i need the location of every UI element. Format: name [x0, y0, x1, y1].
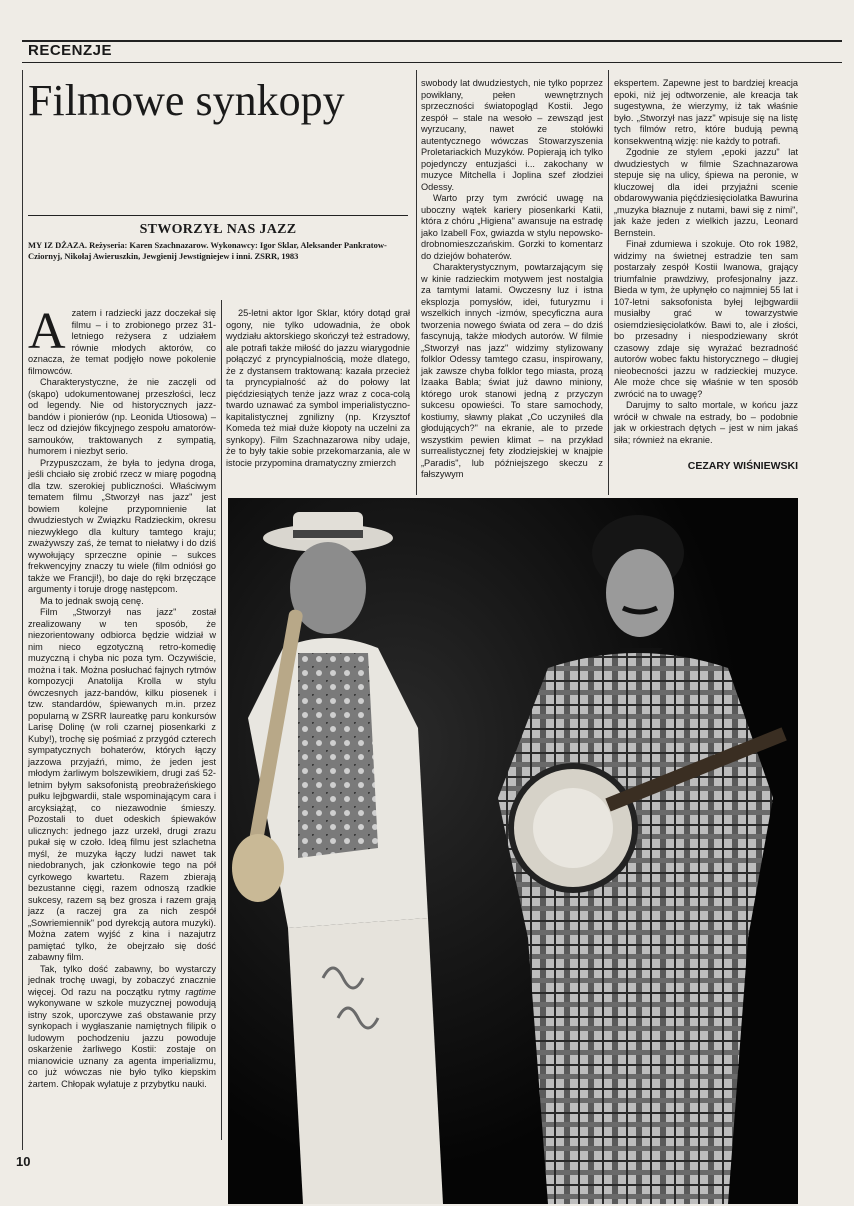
title-rule — [28, 215, 408, 216]
section-label: RECENZJE — [28, 42, 113, 59]
paragraph: Warto przy tym zwrócić uwagę na uboczny wątek kariery piosenkarki Katii, która z chóru „Higiena" awansuje na estradę jako Izabell Fox, gwiazda w stylu nepowsko-drobnomieszczańskim. Gorzki to komentarz do dziejów bohaterów. — [421, 193, 603, 261]
page-number: 10 — [16, 1154, 31, 1169]
film-credits: MY IZ DŻAZA. Reżyseria: Karen Szachnazarow. Wykonawcy: Igor Sklar, Aleksander Pankratow-Cziornyj, Nikołaj Awieruszkin, Jewgienij Jewstigniejew i inni. ZSRR, 1983 — [28, 240, 387, 261]
drop-cap: A — [28, 303, 66, 360]
paragraph: Ma to jednak swoją cenę. — [40, 595, 144, 606]
top-rule — [22, 40, 842, 42]
author-signature: CEZARY WIŚNIEWSKI — [687, 460, 798, 472]
paragraph: 25-letni aktor Igor Sklar, który dotąd grał ogony, nie tylko udowadnia, że obok wydziału aktorskiego skończył też estradowy, ale potrafi także miłość do jazzu wiarygodnie połączyć z pryncypialnością, może dlatego, że z dystansem traktowaną: kazała przecież ta pryncypialność aż do połowy lat pięćdziesiątych tenże jazz wraz z coca-colą twardo uznawać za symbol imperialistyczno-kapitalistycznej zgnilizny (np. Krzysztof Komeda też miał duże kłopoty na uczelni za synkopy). Film Szachnazarowa niby udaje, że to były takie sobie przekomarzania, ale w istocie przypomina dramatyczny zmierzch — [226, 308, 410, 468]
paragraph: Film „Stworzył nas jazz" został zrealizowany w ten sposób, że niezorientowany odbiorca będzie widział w nim nieco egzotyczną retro-komedię muzyczną i chyba nic poza tym. Oczywiście, można i tak. Można posłuchać fajnych rytmów kompozycji Anatolija Krolla w stylu ówczesnych jazz-bandów, kilku piosenek i tzw. standardów, śpiewanych m.in. przez popularną w ZSRR laureatkę paru konkursów Larisę Dolinę (w roli czarnej piosenkarki z Kuby!), trochę się pośmiać z przygód czterech sympatycznych bohaterów, których łączy jazzowa przyjaźń, mimo, że jeden jest młodym żarliwym bolszewikiem, drugi zaś 52-letnim byłym saksofonistą preobrażeńskiego pułku lejbgwardii, stale wspominającym cara i arcyksiążąt, co niezawodnie śmieszy. Pozostali to duet odeskich śpiewaków ulicznych: jednego jazz urzekł, drugi zrazu pukał się w czoło. Ideą filmu jest szlachetna myśl, że muzyka łączy ludzi nawet tak niedobranych, jak członkowie tego na pół cyrkowego kwartetu. Razem zbierają bezustanne cięgi, razem odnoszą rzadkie sukcesy, razem są bez grosza i razem grają jazz (a raczej gra za nich zespół „Sowriemiennik" pod dyrekcją autora muzyki). Można zatem wyjść z kina i nazajutrz pamiętać tylko, że obejrzało się dość zabawny film. — [28, 607, 216, 962]
column-divider — [22, 70, 23, 1150]
text-column-4 — [614, 78, 798, 446]
article-subtitle: STWORZYŁ NAS JAZZ — [139, 222, 297, 237]
article-title: Filmowe synkopy — [28, 76, 345, 125]
column-divider — [416, 70, 417, 495]
paragraph: swobody lat dwudziestych, nie tylko poprzez powikłany, pełen wewnętrznych sprzeczności światopogląd Kostii. Jego zespół – stale na wesoło – zewsząd jest wyrzucany, nawet ze stołówki autentycznego wówczas Stowarzyszenia Proletariackich Muzyków. Popierają ich tylko pojedynczy entuzjaści i... zakochany w muzyce Mitchella i Joplina szef złodziei Odessy. — [421, 78, 603, 192]
paragraph: Tak, tylko dość zabawny, bo wystarczy jednak trochę uwagi, by zobaczyć znacznie więcej. Od razu na początku rytmy ragtime wykonywane w szkole muzycznej powodują istny szok, uporczywe zaś obstawanie przy synkopach i wygłaszanie namiętnych filipik o ludowym pochodzeniu jazzu powoduje oskarżenie żarliwego Kostii: zostaje on mianowicie uznany za agenta imperializmu, co już wówczas nie było tylko kiepskim żartem. Chłopak wylatuje z przybytku nauki. — [28, 963, 216, 1089]
paragraph: Przypuszczam, że była to jedyna droga, jeśli chciało się zrobić rzecz w miarę pogodną dla tzw. szerokiej publiczności. Właściwym tematem filmu „Stworzył nas jazz" jest bowiem kolejne przypomnienie lat dwudziestych w Związku Radzieckim, okresu niezwykłego dla kultury tamtego kraju; zważywszy zaś, że temat to niełatwy i do dziś wywołujący sprzeczne opinie – sukces frekwencyjny znaczy tu wiele (film odniósł go także we Francji!), bo daje do ręki brzęczące argumenty i toruje drogę następcom. — [28, 457, 216, 594]
text-column-2 — [226, 308, 410, 469]
paragraph: Darujmy to salto mortale, w końcu jazz wrócił w chwale na estrady, bo – podobnie jak w orkiestrach dętych – jest w nim jakaś siła; również na ekranie. — [614, 400, 798, 445]
column-divider — [221, 300, 222, 1140]
text-column-3 — [421, 78, 603, 481]
paragraph: Charakterystycznym, powtarzającym się w kinie radzieckim motywem jest nostalgia za tamtymi latami. Owczesny luz i istna eksplozja pomysłów, idei, futuryzmu i wszelkich innych -izmów, specyficzna aura tworzenia nowego świata od zera – do dziś fascynują, także młodych autorów. W filmie „Stworzył nas jazz" widzimy stylizowany folklor Odessy tamtego czasu, inspirowany, jak zawsze chyba folklor tego miasta, prozą Izaaka Babla; świat już dawno miniony, którego urok stanowi jedną z przyczyn sukcesu opowieści. To stare samochody, kostiumy, sławny plakat „Co uczyniłeś dla głodujących?" na ekranie, ale to przede wszystkim pewien klimat – na przykład surrealistycznej fety złodziejskiej w knajpie „Paradis", lub późniejszego skeczu z fałszywym — [421, 262, 603, 479]
paragraph: Azatem i radziecki jazz doczekał się filmu – i to zrobionego przez 31-letniego reżysera z udziałem równie młodych aktorów, co oznacza, że temat podjęło nowe pokolenie filmowców. — [28, 303, 216, 376]
paragraph: ekspertem. Zapewne jest to bardziej kreacja epoki, niż jej odtworzenie, ale kreacja tak sugestywna, że wierzymy, iż tak właśnie było. „Stworzył nas jazz" wpisuje się na listę tych filmów retro, które budują pewną konsekwentną wizję: nie każdy to potrafi. — [614, 78, 798, 146]
column-divider — [608, 70, 609, 495]
paragraph: Finał zdumiewa i szokuje. Oto rok 1982, widzimy na świetnej estradzie ten sam postarzały zespół Kostii Iwanowa, grający triumfalnie prawdziwy, profesjonalny jazz. Bieda w tym, że upłynęło co najmniej 55 lat i 107-letni saksofonista byłej lejbgwardii musiałby grać w towarzystwie osiemdziesięciolatków. Bawi to, ale i złości, bo przesadny i niespodziewany skrót czasowy zdaje się wyrażać bezradność autorów wobec faktu historycznego – długiej nieobecności jazzu w radzieckiej muzyce. Ale może chce się właśnie w ten sposób zwrócić na to uwagę? — [614, 239, 798, 399]
text-column-1 — [28, 303, 216, 1090]
paragraph: Charakterystyczne, że nie zaczęli od (skąpo) udokumentowanej przeszłości, lecz od legendy. Nie od historycznych jazz-bandów i pionierów (np. Leonida Utiosowa) – lecz od dziejów fikcyjnego zespołu amatorów-samouków, traktowanych z sympatią, humorem i niezbyt serio. — [28, 377, 216, 456]
paragraph: Zgodnie ze stylem „epoki jazzu" lat dwudziestych w filmie Szachnazarowa stepuje się na ulicy, śpiewa na peronie, w kluczowej dla idei przyjaźni scenie obdarowywania pięćdziesięciolatka Bawurina „muzyka błaznuje z nutami, bawi się z nimi", jak każe jeden z wielkich jazzu, Leonard Bernstein. — [614, 147, 798, 238]
film-still-photo — [228, 498, 798, 1204]
musicians-illustration — [228, 498, 798, 1204]
section-rule — [22, 62, 842, 63]
